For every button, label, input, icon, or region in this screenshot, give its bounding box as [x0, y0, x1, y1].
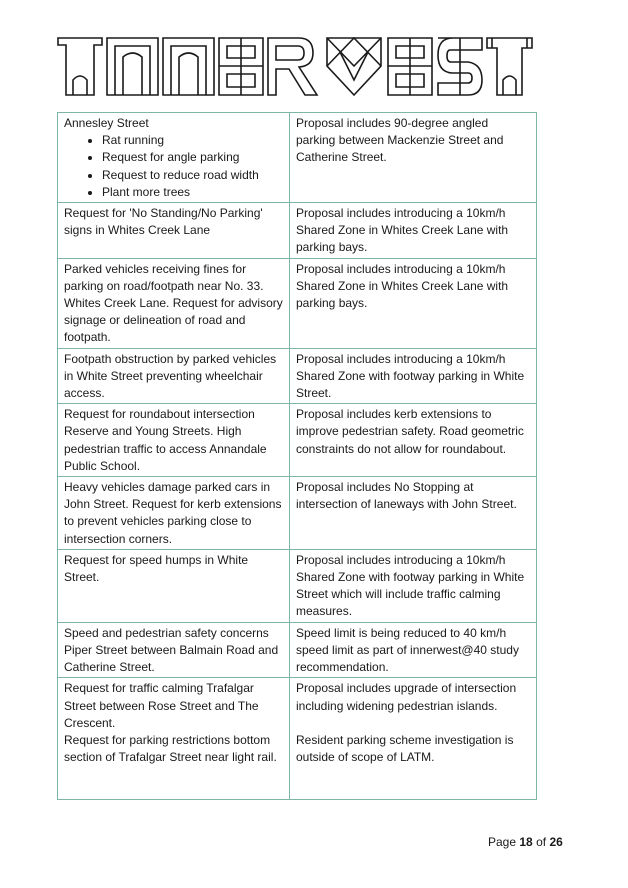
- list-item: • Request for angle parking: [102, 149, 283, 166]
- table-row: [58, 549, 537, 622]
- issue-paragraph: Request for traffic calming Trafalgar Street between Rose Street and The Crescent.: [64, 681, 259, 730]
- issue-cell: Request for 'No Standing/No Parking' signs in Whites Creek Lane: [58, 203, 290, 259]
- table-row: [58, 477, 537, 550]
- response-cell: [290, 678, 537, 800]
- response-cell: Proposal includes kerb extensions to improve pedestrian safety. Road geometric constraints do not allow for roundabout.: [290, 404, 537, 477]
- logo-letter-i: [58, 38, 102, 95]
- issue-cell: Request for roundabout intersection Reserve and Young Streets. High pedestrian traffic to access Annandale Public School.: [58, 404, 290, 477]
- inner-west-logo: [55, 36, 535, 98]
- logo-letter-e-2: [388, 38, 432, 95]
- response-paragraph: Resident parking scheme investigation is outside of scope of LATM.: [296, 732, 514, 765]
- issues-responses-table: [57, 112, 537, 800]
- issue-cell: Footpath obstruction by parked vehicles in White Street preventing wheelchair access.: [58, 348, 290, 404]
- table-row: [58, 203, 537, 259]
- list-item: • Plant more trees: [102, 184, 283, 201]
- logo-letter-t: [487, 38, 532, 95]
- response-paragraph: Proposal includes upgrade of intersection including widening pedestrian islands.: [296, 681, 517, 713]
- list-item: • Rat running: [102, 132, 283, 149]
- total-pages: 26: [549, 835, 563, 849]
- logo-letter-n-2: [163, 38, 214, 95]
- table-row: [58, 113, 537, 203]
- issue-cell: Speed and pedestrian safety concerns Piper Street between Balmain Road and Catherine Street.: [58, 622, 290, 678]
- response-cell: Proposal includes No Stopping at intersection of laneways with John Street.: [290, 477, 537, 550]
- logo-letter-s: [438, 38, 482, 95]
- table-row: [58, 678, 537, 800]
- paragraph-spacer: [296, 715, 530, 732]
- response-cell: Proposal includes introducing a 10km/h Shared Zone with footway parking in White Street.: [290, 348, 537, 404]
- issue-cell: Request for speed humps in White Street.: [58, 549, 290, 622]
- response-cell: Proposal includes 90-degree angled parking between Mackenzie Street and Catherine Street.: [290, 113, 537, 203]
- issue-cell: [58, 113, 290, 203]
- response-cell: Proposal includes introducing a 10km/h Shared Zone with footway parking in White Street which will include traffic calming measures.: [290, 549, 537, 622]
- issue-cell: Parked vehicles receiving fines for parking on road/footpath near No. 33. Whites Creek Lane. Request for advisory signage or delineation of road and footpath.: [58, 258, 290, 348]
- issue-cell: Heavy vehicles damage parked cars in John Street. Request for kerb extensions to prevent vehicles parking close to intersection corners.: [58, 477, 290, 550]
- logo-letter-n-1: [107, 38, 158, 95]
- page-number: [488, 835, 578, 849]
- list-item: • Request to reduce road width: [102, 167, 283, 184]
- issue-bullet-list: [64, 132, 283, 201]
- of-label: of: [536, 835, 547, 849]
- issue-cell: [58, 678, 290, 800]
- table-row: [58, 622, 537, 678]
- response-cell: Proposal includes introducing a 10km/h Shared Zone in Whites Creek Lane with parking bays.: [290, 203, 537, 259]
- response-cell: Speed limit is being reduced to 40 km/h speed limit as part of innerwest@40 study recommendation.: [290, 622, 537, 678]
- table-row: [58, 404, 537, 477]
- table-row: [58, 348, 537, 404]
- response-cell: Proposal includes introducing a 10km/h Shared Zone in Whites Creek Lane with parking bays.: [290, 258, 537, 348]
- issue-title: Annesley Street: [64, 116, 149, 130]
- logo-letter-r: [268, 38, 317, 95]
- inner-west-council-wordmark-icon: [55, 36, 535, 98]
- current-page: 18: [519, 835, 533, 849]
- page-label: Page: [488, 835, 517, 849]
- logo-letter-w: [327, 38, 381, 95]
- table-row: [58, 258, 537, 348]
- issue-paragraph: Request for parking restrictions bottom section of Trafalgar Street near light rail.: [64, 732, 277, 765]
- logo-letter-e-1: [219, 38, 263, 95]
